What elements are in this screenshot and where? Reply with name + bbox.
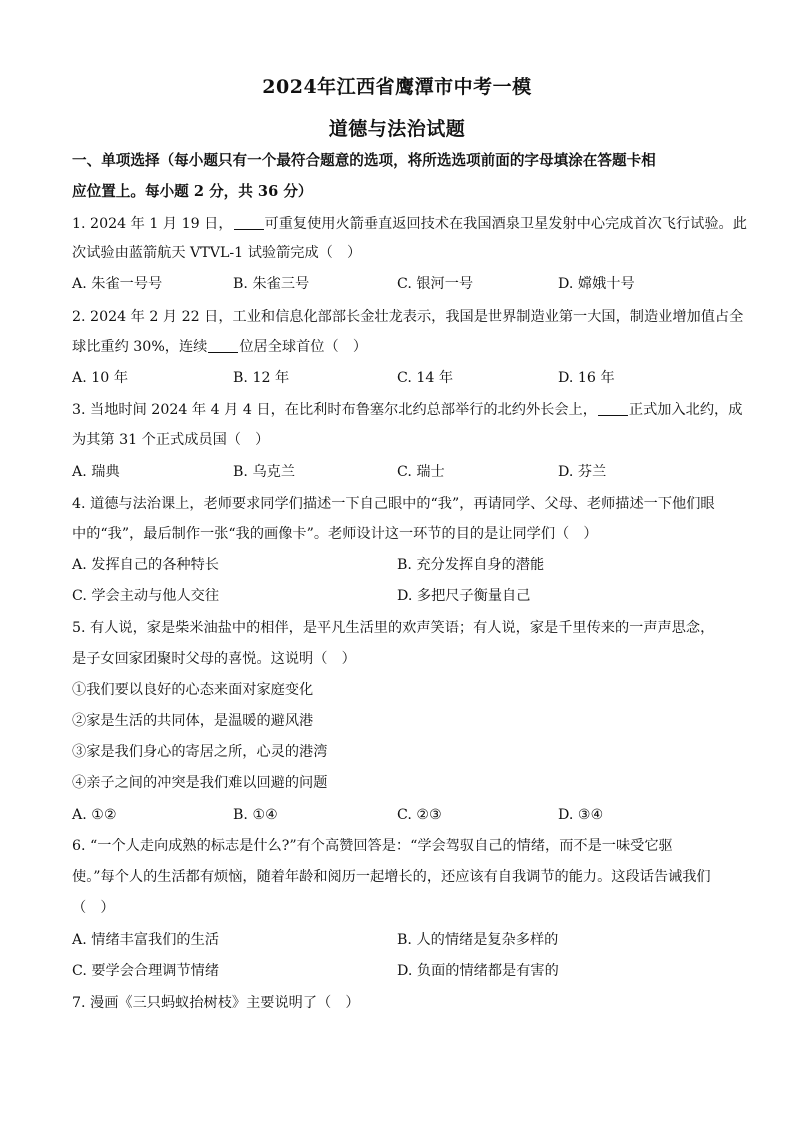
question-3-option-c: C. 瑞士 — [397, 464, 445, 480]
question-2-option-c: C. 14 年 — [397, 370, 454, 386]
question-6-stem: 6. “一个人走向成熟的标志是什么?”有个高赞回答是：“学会驾驭自己的情绪，而不是一味受它驱 — [72, 838, 673, 854]
answer-blank — [208, 338, 238, 353]
question-3-option-b: B. 乌克兰 — [233, 464, 296, 480]
question-1-stem — [72, 214, 747, 234]
question-2-stem: 2. 2024 年 2 月 22 日，工业和信息化部部长金壮龙表示，我国是世界制造业第一大国，制造业增加值占全 — [72, 309, 744, 325]
question-2-option-b: B. 12 年 — [233, 370, 290, 386]
question-5-item-3: ③家是我们身心的寄居之所，心灵的港湾 — [72, 744, 328, 760]
question-6-option-d: D. 负面的情绪都是有害的 — [397, 963, 559, 979]
question-6-stem-line3: （ ） — [72, 900, 115, 916]
question-4-option-a: A. 发挥自己的各种特长 — [72, 557, 219, 573]
question-5-stem-line2: 是子女回家团聚时父母的喜悦。这说明（ ） — [72, 651, 356, 667]
question-3-option-a: A. 瑞典 — [72, 464, 120, 480]
question-3-stem-line2: 为其第 31 个正式成员国（ ） — [72, 432, 270, 448]
question-2-stem-a: 球比重约 30%，连续 — [72, 339, 208, 355]
question-5-option-c: C. ②③ — [397, 807, 442, 823]
question-6-option-c: C. 要学会合理调节情绪 — [72, 963, 220, 979]
exam-title: 2024年江西省鹰潭市中考一模 — [262, 76, 532, 98]
question-2-stem-b: 位居全球首位（ ） — [239, 339, 368, 355]
question-1-stem-b: 可重复使用火箭垂直返回技术在我国酒泉卫星发射中心完成首次飞行试验。此 — [264, 216, 747, 232]
question-5-item-2: ②家是生活的共同体，是温暖的避风港 — [72, 713, 314, 729]
question-1-option-b: B. 朱雀三号 — [233, 276, 310, 292]
question-3-option-d: D. 芬兰 — [558, 464, 607, 480]
question-1-stem-line2: 次试验由蓝箭航天 VTVL-1 试验箭完成（ ） — [72, 245, 362, 261]
question-6-option-b: B. 人的情绪是复杂多样的 — [397, 932, 559, 948]
question-3-stem-a: 3. 当地时间 2024 年 4 月 4 日，在比利时布鲁塞尔北约总部举行的北约外长会上， — [72, 402, 597, 418]
question-3-stem — [72, 400, 743, 420]
question-6-option-a: A. 情绪丰富我们的生活 — [72, 932, 219, 948]
question-5-item-1: ①我们要以良好的心态来面对家庭变化 — [72, 682, 314, 698]
question-5-option-d: D. ③④ — [558, 807, 604, 823]
question-7-stem: 7. 漫画《三只蚂蚁抬树枝》主要说明了（ ） — [72, 995, 360, 1011]
question-3-stem-b: 正式加入北约，成 — [628, 402, 743, 418]
question-4-stem: 4. 道德与法治课上，老师要求同学们描述一下自己眼中的“我”，再请同学、父母、老师描述一下他们眼 — [72, 496, 715, 512]
question-4-option-c: C. 学会主动与他人交往 — [72, 588, 220, 604]
question-6-stem-line2: 使。”每个人的生活都有烦恼，随着年龄和阅历一起增长的，还应该有自我调节的能力。这段话告诫我们 — [72, 869, 711, 885]
question-1-stem-a: 1. 2024 年 1 月 19 日， — [72, 216, 233, 232]
question-4-stem-line2: 中的“我”，最后制作一张“我的画像卡”。老师设计这一环节的目的是让同学们（ ） — [72, 526, 598, 542]
section-heading-cont: 应位置上。每小题 2 分，共 36 分） — [72, 183, 313, 200]
answer-blank — [598, 401, 628, 416]
question-2-option-d: D. 16 年 — [558, 370, 615, 386]
question-4-option-d: D. 多把尺子衡量自己 — [397, 588, 531, 604]
question-2-option-a: A. 10 年 — [72, 370, 129, 386]
question-1-option-d: D. 嫦娥十号 — [558, 276, 635, 292]
question-5-option-b: B. ①④ — [233, 807, 278, 823]
question-5-stem: 5. 有人说，家是柴米油盐中的相伴，是平凡生活里的欢声笑语；有人说，家是千里传来的一声声思念， — [72, 620, 715, 636]
question-1-option-a: A. 朱雀一号号 — [72, 276, 163, 292]
question-2-stem-line2 — [72, 337, 732, 357]
question-4-option-b: B. 充分发挥自身的潜能 — [397, 557, 545, 573]
exam-subtitle: 道德与法治试题 — [328, 118, 466, 140]
question-5-item-4: ④亲子之间的冲突是我们难以回避的问题 — [72, 775, 328, 791]
answer-blank — [234, 215, 264, 230]
question-5-option-a: A. ①② — [72, 807, 117, 823]
question-1-option-c: C. 银河一号 — [397, 276, 474, 292]
section-heading: 一、单项选择（每小题只有一个最符合题意的选项，将所选选项前面的字母填涂在答题卡相 — [72, 152, 656, 169]
